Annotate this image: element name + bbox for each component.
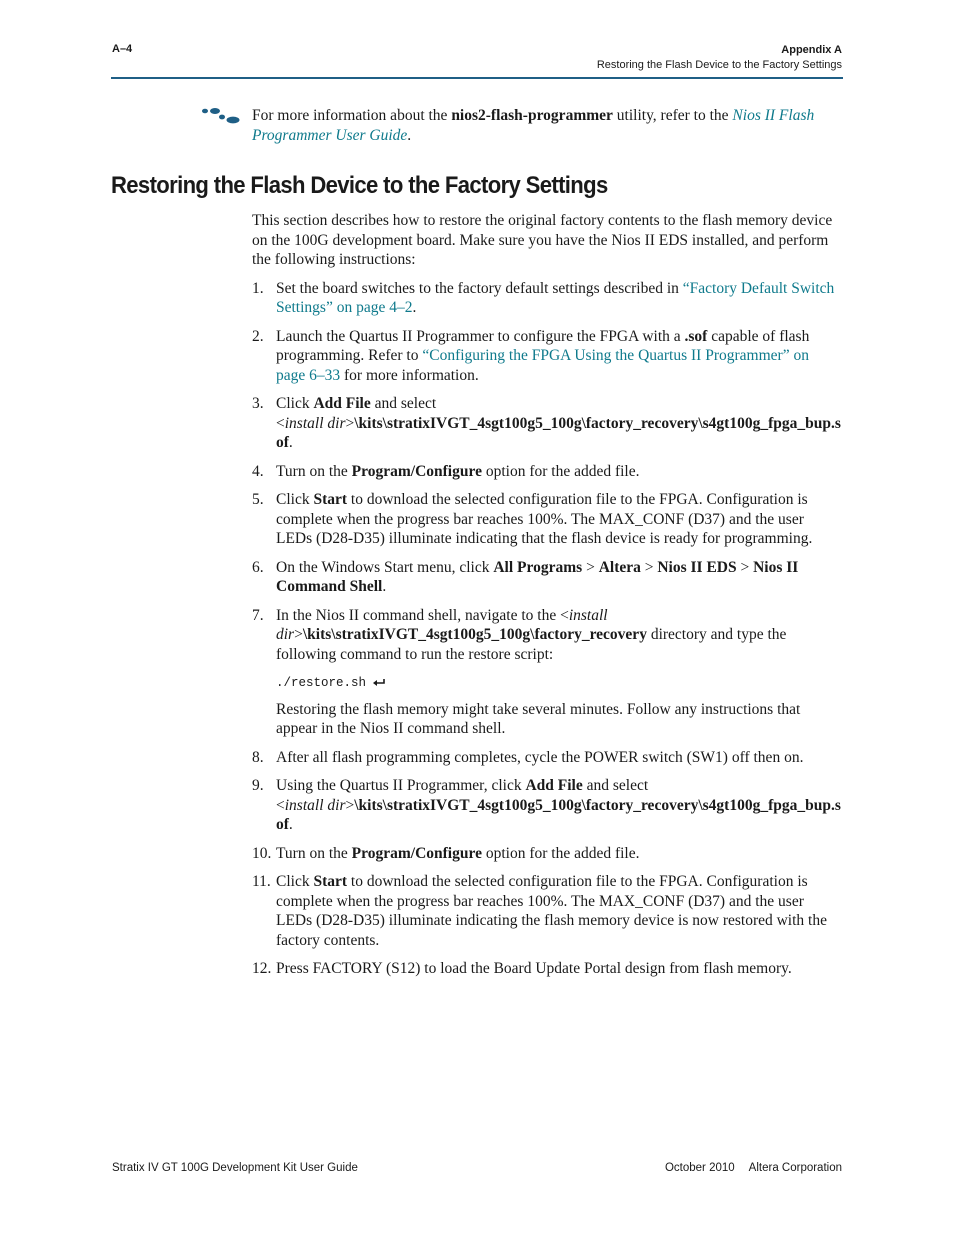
footer-info <box>665 1162 842 1174</box>
step-text: > <box>736 558 754 576</box>
step-italic: install dir <box>284 414 346 432</box>
step-text: > <box>582 558 599 576</box>
section-body <box>252 211 842 988</box>
flash-programmer-guide-link[interactable]: Nios II Flash Programmer User Guide <box>252 107 815 144</box>
step-text: Click <box>276 491 314 508</box>
step-text: Press FACTORY (S12) to load the Board Update Portal design from flash memory. <box>276 960 792 977</box>
step-text: Click <box>276 873 314 890</box>
note-text: utility, refer to the <box>612 107 733 124</box>
step-bold: Altera <box>598 558 641 576</box>
header-rule <box>111 77 843 79</box>
step-4 <box>252 462 842 482</box>
step-bold: Start <box>313 491 348 508</box>
step-bold: Program/Configure <box>351 844 482 862</box>
step-bold: .sof <box>684 327 708 345</box>
step-bold: Add File <box>525 777 583 794</box>
sof-file-path: \kits\stratixIVGT_4sgt100g5_100g\factory_recovery\s4gt100g_fpga_bup.sof <box>276 414 841 451</box>
step-italic: install dir <box>284 796 346 814</box>
section-label: Restoring the Flash Device to the Factory Settings <box>596 59 842 71</box>
step-7 <box>252 606 842 739</box>
step-5 <box>252 490 842 549</box>
step-text: . <box>412 299 417 316</box>
step-text: Turn on the <box>276 844 352 862</box>
step-2 <box>252 327 842 386</box>
footer-doc-title: Stratix IV GT 100G Development Kit User Guide <box>112 1162 358 1174</box>
section-title: Restoring the Flash Device to the Factory Settings <box>111 172 608 199</box>
step-text: < <box>276 414 285 432</box>
sof-file-path: \kits\stratixIVGT_4sgt100g5_100g\factory_recovery\s4gt100g_fpga_bup.sof <box>276 796 841 833</box>
step-bold: Program/Configure <box>351 462 482 480</box>
step-text: Turn on the <box>276 462 352 480</box>
command-text: ./restore.sh <box>276 676 367 690</box>
step-12 <box>252 959 842 979</box>
step-number: 10. <box>252 844 272 862</box>
step-text: In the Nios II command shell, navigate to the <box>276 606 561 624</box>
note-utility-name: nios2-flash-programmer <box>451 107 613 124</box>
step-text: and select <box>582 777 649 794</box>
return-key-icon <box>372 678 386 688</box>
step-text: . <box>288 434 293 451</box>
step-text: On the Windows Start menu, click <box>276 558 494 576</box>
step-bold: Nios II EDS <box>657 558 737 576</box>
step-text: option for the added file. <box>481 462 640 480</box>
step-text: > <box>294 626 303 643</box>
reference-note-icon <box>199 106 241 126</box>
configuring-fpga-link[interactable]: “Configuring the FPGA Using the Quartus II Programmer” on page 6–33 <box>276 347 809 384</box>
reference-note <box>252 106 842 146</box>
step-number: 8. <box>252 748 264 766</box>
restore-command <box>276 674 842 694</box>
note-text: For more information about the <box>252 107 452 124</box>
step-text: > <box>640 558 658 576</box>
step-bold: Start <box>313 873 348 890</box>
step-bold: Add File <box>313 395 371 412</box>
factory-switch-settings-link[interactable]: “Factory Default Switch Settings” on page 4–2 <box>276 279 835 316</box>
step-number: 7. <box>252 606 264 624</box>
step-text: > <box>345 414 355 432</box>
step-text: for more information. <box>340 366 479 384</box>
chapter-label: Appendix A <box>781 44 842 56</box>
step-3 <box>252 394 842 453</box>
step-1 <box>252 279 842 318</box>
step-text: . <box>288 816 293 833</box>
step-text: to download the selected configuration file to the FPGA. Configuration is complete when the progress bar reaches 100%. The MAX_CONF (D37) and the user LEDs (D28-D35) illuminate indicating the flash memory device is now restored with the factory contents. <box>276 873 827 949</box>
step-text: < <box>276 796 285 814</box>
step-number: 9. <box>252 777 264 794</box>
step-bold: All Programs <box>493 558 583 576</box>
step-number: 6. <box>252 558 264 576</box>
step-number: 1. <box>252 279 264 297</box>
step-text: After all flash programming completes, cycle the POWER switch (SW1) off then on. <box>276 748 804 766</box>
step-8 <box>252 748 842 768</box>
step-text: directory and type the following command to run the restore script: <box>276 626 787 663</box>
step-text: < <box>560 606 569 624</box>
step-number: 3. <box>252 395 264 412</box>
step-number: 4. <box>252 462 264 480</box>
step-text: Set the board switches to the factory default settings described in <box>276 279 683 297</box>
footer-company: Altera Corporation <box>748 1162 842 1174</box>
note-text: . <box>407 127 412 144</box>
step-text: > <box>345 796 355 814</box>
step-6 <box>252 558 842 597</box>
step-text: to download the selected configuration file to the FPGA. Configuration is complete when the progress bar reaches 100%. The MAX_CONF (D37) and the user LEDs (D28-D35) illuminate indicating that the flash device is ready for programming. <box>276 491 813 547</box>
intro-paragraph: This section describes how to restore the original factory contents to the flash memory device on the 100G development board. Make sure you have the Nios II EDS installed, and perform the following instructions: <box>252 212 833 268</box>
step-number: 12. <box>252 960 272 977</box>
step-text: and select <box>370 395 437 412</box>
step-10 <box>252 844 842 864</box>
step-text: . <box>382 578 387 595</box>
step-11 <box>252 872 842 950</box>
step-italic: install dir <box>276 606 608 643</box>
page-number: A–4 <box>112 43 133 55</box>
step-number: 2. <box>252 327 264 345</box>
step-9 <box>252 776 842 835</box>
step-text: capable of flash programming. Refer to <box>276 327 810 364</box>
step-bold: Nios II Command Shell <box>276 558 799 595</box>
instruction-list <box>252 279 842 979</box>
footer-date: October 2010 <box>664 1162 735 1174</box>
step-text: Click <box>276 395 314 412</box>
restore-note: Restoring the flash memory might take several minutes. Follow any instructions that appear in the Nios II command shell. <box>276 700 801 737</box>
step-text: Using the Quartus II Programmer, click <box>276 777 526 794</box>
step-number: 5. <box>252 491 264 508</box>
step-number: 11. <box>252 873 271 890</box>
step-text: Launch the Quartus II Programmer to configure the FPGA with a <box>276 327 685 345</box>
step-text: option for the added file. <box>481 844 640 862</box>
running-header <box>597 43 842 73</box>
recovery-directory-path: \kits\stratixIVGT_4sgt100g5_100g\factory_recovery <box>302 626 647 643</box>
